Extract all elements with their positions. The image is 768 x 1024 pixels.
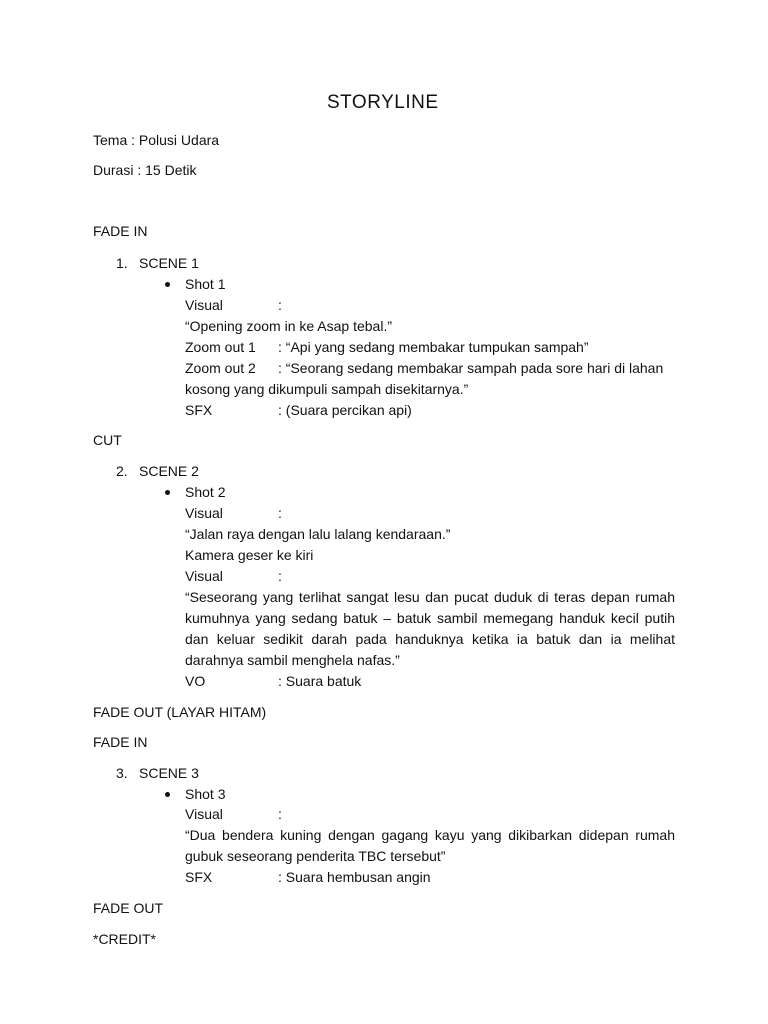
- document-title: STORYLINE: [327, 92, 439, 113]
- cut-line: CUT: [93, 432, 122, 448]
- line-value: : Suara hembusan angin: [278, 869, 431, 885]
- bullet-icon: [165, 490, 170, 495]
- shot-3-label: Shot 3: [185, 786, 226, 802]
- line-value: : “Seorang sedang membakar sampah pada sore hari di lahan: [278, 360, 664, 376]
- tema-line: Tema : Polusi Udara: [93, 132, 220, 148]
- shot-2-label: Shot 2: [185, 484, 226, 500]
- line-text: “Jalan raya dengan lalu lalang kendaraan.”: [185, 526, 451, 542]
- line-value: :: [278, 505, 282, 521]
- credit-line: *CREDIT*: [93, 931, 157, 947]
- line-label: Zoom out 2: [185, 360, 256, 376]
- scene-1-label: SCENE 1: [139, 255, 199, 271]
- shot-1-label: Shot 1: [185, 276, 226, 292]
- scene-1-number: 1.: [116, 255, 128, 271]
- visual-paragraph: “Dua bendera kuning dengan gagang kayu yang dikibarkan didepan rumah gubuk seseorang penderita TBC tersebut”: [185, 827, 675, 864]
- scene-3-label: SCENE 3: [139, 765, 199, 781]
- line-label: Visual: [185, 568, 223, 584]
- line-label: Visual: [185, 505, 223, 521]
- line-text: Kamera geser ke kiri: [185, 547, 314, 563]
- bullet-icon: [165, 792, 170, 797]
- line-value: : (Suara percikan api): [278, 402, 412, 418]
- line-label: Visual: [185, 297, 223, 313]
- line-value: :: [278, 297, 282, 313]
- fade-out-layar-hitam: FADE OUT (LAYAR HITAM): [93, 704, 267, 720]
- fade-out: FADE OUT: [93, 900, 164, 916]
- line-value: : “Api yang sedang membakar tumpukan sampah”: [278, 339, 589, 355]
- line-label: Zoom out 1: [185, 339, 256, 355]
- line-label: VO: [185, 673, 206, 689]
- line-text: “Opening zoom in ke Asap tebal.”: [185, 318, 393, 334]
- fade-in-1: FADE IN: [93, 223, 148, 239]
- visual-paragraph: “Seseorang yang terlihat sangat lesu dan pucat duduk di teras depan rumah kumuhnya yang sedang batuk – batuk sambil memegang handuk kecil putih dan keluar sedikit darah pada handuknya ketika ia batuk dan ia melihat darahnya sambil menghela nafas.”: [185, 589, 675, 668]
- fade-in-2: FADE IN: [93, 734, 148, 750]
- line-value: :: [278, 806, 282, 822]
- line-text: kosong yang dikumpuli sampah disekitarnya.”: [185, 381, 469, 397]
- scene-2-label: SCENE 2: [139, 463, 199, 479]
- scene-3-number: 3.: [116, 765, 128, 781]
- line-label: SFX: [185, 869, 213, 885]
- line-label: Visual: [185, 806, 223, 822]
- line-value: :: [278, 568, 282, 584]
- scene-2-number: 2.: [116, 463, 128, 479]
- bullet-icon: [165, 282, 170, 287]
- line-label: SFX: [185, 402, 213, 418]
- durasi-line: Durasi : 15 Detik: [93, 162, 197, 178]
- line-value: : Suara batuk: [278, 673, 362, 689]
